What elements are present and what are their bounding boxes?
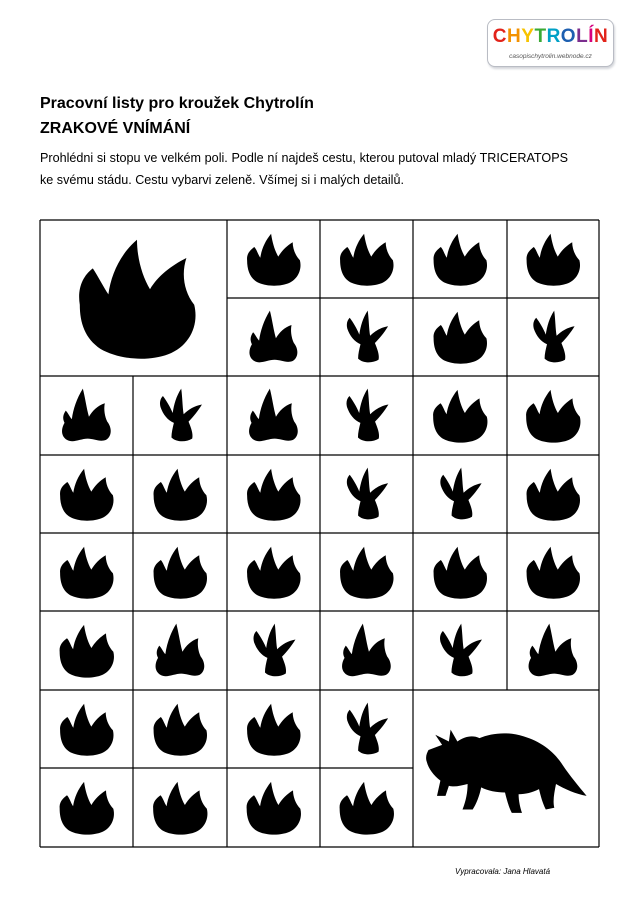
instructions-text: Prohlédni si stopu ve velkém poli. Podle ní najdeš cestu, kterou putoval mladý TRICERATOPS ke svému stádu. Cestu vybarvi zeleně. Všímej si i malých detailů. <box>40 151 568 187</box>
footprint-cell[interactable] <box>227 690 320 768</box>
footprint-cell[interactable] <box>413 533 507 611</box>
footprint-cell[interactable] <box>320 533 413 611</box>
logo-letter: Y <box>521 26 535 47</box>
footprint-cell[interactable] <box>320 220 413 298</box>
footprint-cell[interactable] <box>40 611 133 690</box>
big-footprint-icon <box>79 240 195 359</box>
footprint-cell[interactable] <box>40 533 133 611</box>
footprint-cell[interactable] <box>133 376 227 455</box>
logo-letter: Í <box>588 26 594 47</box>
logo-letter: O <box>560 26 577 47</box>
footprint-cell[interactable] <box>413 455 507 533</box>
footprint-cell[interactable] <box>227 611 320 690</box>
footprint-cell[interactable] <box>507 220 599 298</box>
footprint-cell[interactable] <box>133 690 227 768</box>
footprint-cell[interactable] <box>320 690 413 768</box>
logo-letter: H <box>507 26 522 47</box>
logo-letter: T <box>534 26 547 47</box>
author-credit: Vypracovala: Jana Hlavatá <box>455 867 551 876</box>
footprint-cell[interactable] <box>227 768 320 847</box>
footprint-cell[interactable] <box>227 298 320 376</box>
footprint-cell[interactable] <box>133 611 227 690</box>
footprint-cell[interactable] <box>320 455 413 533</box>
worksheet-subtitle: ZRAKOVÉ VNÍMÁNÍ <box>40 120 191 137</box>
footprint-cell[interactable] <box>40 455 133 533</box>
logo-letter: R <box>546 26 561 47</box>
footprint-cell[interactable] <box>133 768 227 847</box>
logo-letter: N <box>593 26 609 47</box>
footprint-cell[interactable] <box>227 455 320 533</box>
footprint-cell[interactable] <box>320 611 413 690</box>
footprint-cell[interactable] <box>320 298 413 376</box>
footprint-cell[interactable] <box>320 768 413 847</box>
footprint-cell[interactable] <box>507 455 599 533</box>
footprint-cell[interactable] <box>507 533 599 611</box>
footprint-cell[interactable] <box>227 533 320 611</box>
triceratops-silhouette-icon <box>426 730 587 813</box>
footprint-cell[interactable] <box>40 376 133 455</box>
footprint-cell[interactable] <box>40 690 133 768</box>
footprint-cell[interactable] <box>133 455 227 533</box>
footprint-cell[interactable] <box>227 376 320 455</box>
footprint-cell[interactable] <box>40 768 133 847</box>
footprint-cell[interactable] <box>507 611 599 690</box>
footprint-cell[interactable] <box>413 611 507 690</box>
logo-url: casopischytrolin.webnode.cz <box>509 53 592 60</box>
logo-letter: C <box>492 26 508 47</box>
footprint-cell[interactable] <box>413 376 507 455</box>
footprint-cell[interactable] <box>413 220 507 298</box>
footprint-cell[interactable] <box>227 220 320 298</box>
worksheet-title: Pracovní listy pro kroužek Chytrolín <box>40 95 314 112</box>
logo-letter: L <box>576 26 589 47</box>
footprint-cell[interactable] <box>507 376 599 455</box>
footprint-cell[interactable] <box>133 533 227 611</box>
footprint-cell[interactable] <box>413 298 507 376</box>
footprint-cell[interactable] <box>507 298 599 376</box>
footprint-cell[interactable] <box>320 376 413 455</box>
